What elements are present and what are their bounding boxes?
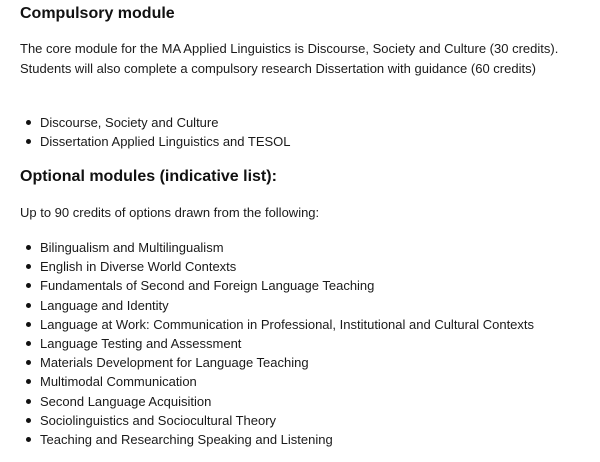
optional-module-list [20, 238, 590, 449]
list-item: Teaching and Researching Speaking and Listening [20, 430, 590, 449]
optional-modules-description: Up to 90 credits of options drawn from the following: [20, 205, 320, 220]
compulsory-module-description: The core module for the MA Applied Linguistics is Discourse, Society and Culture (30 credits). Students will also complete a compulsory research Dissertation with guidance (60 credits) [20, 41, 559, 76]
list-item: Fundamentals of Second and Foreign Language Teaching [20, 276, 590, 295]
list-item: Discourse, Society and Culture [20, 113, 580, 132]
list-item: Bilingualism and Multilingualism [20, 238, 590, 257]
list-item: Multimodal Communication [20, 372, 590, 391]
list-item: Language Testing and Assessment [20, 334, 590, 353]
list-item: Language at Work: Communication in Professional, Institutional and Cultural Contexts [20, 315, 590, 334]
list-item: Sociolinguistics and Sociocultural Theory [20, 411, 590, 430]
list-item: Dissertation Applied Linguistics and TESOL [20, 132, 580, 151]
list-item: Materials Development for Language Teaching [20, 353, 590, 372]
list-item: Language and Identity [20, 296, 590, 315]
compulsory-module-heading: Compulsory module [20, 5, 175, 22]
optional-modules-heading: Optional modules (indicative list): [20, 168, 277, 185]
list-item: English in Diverse World Contexts [20, 257, 590, 276]
compulsory-module-list [20, 113, 580, 151]
list-item: Second Language Acquisition [20, 392, 590, 411]
